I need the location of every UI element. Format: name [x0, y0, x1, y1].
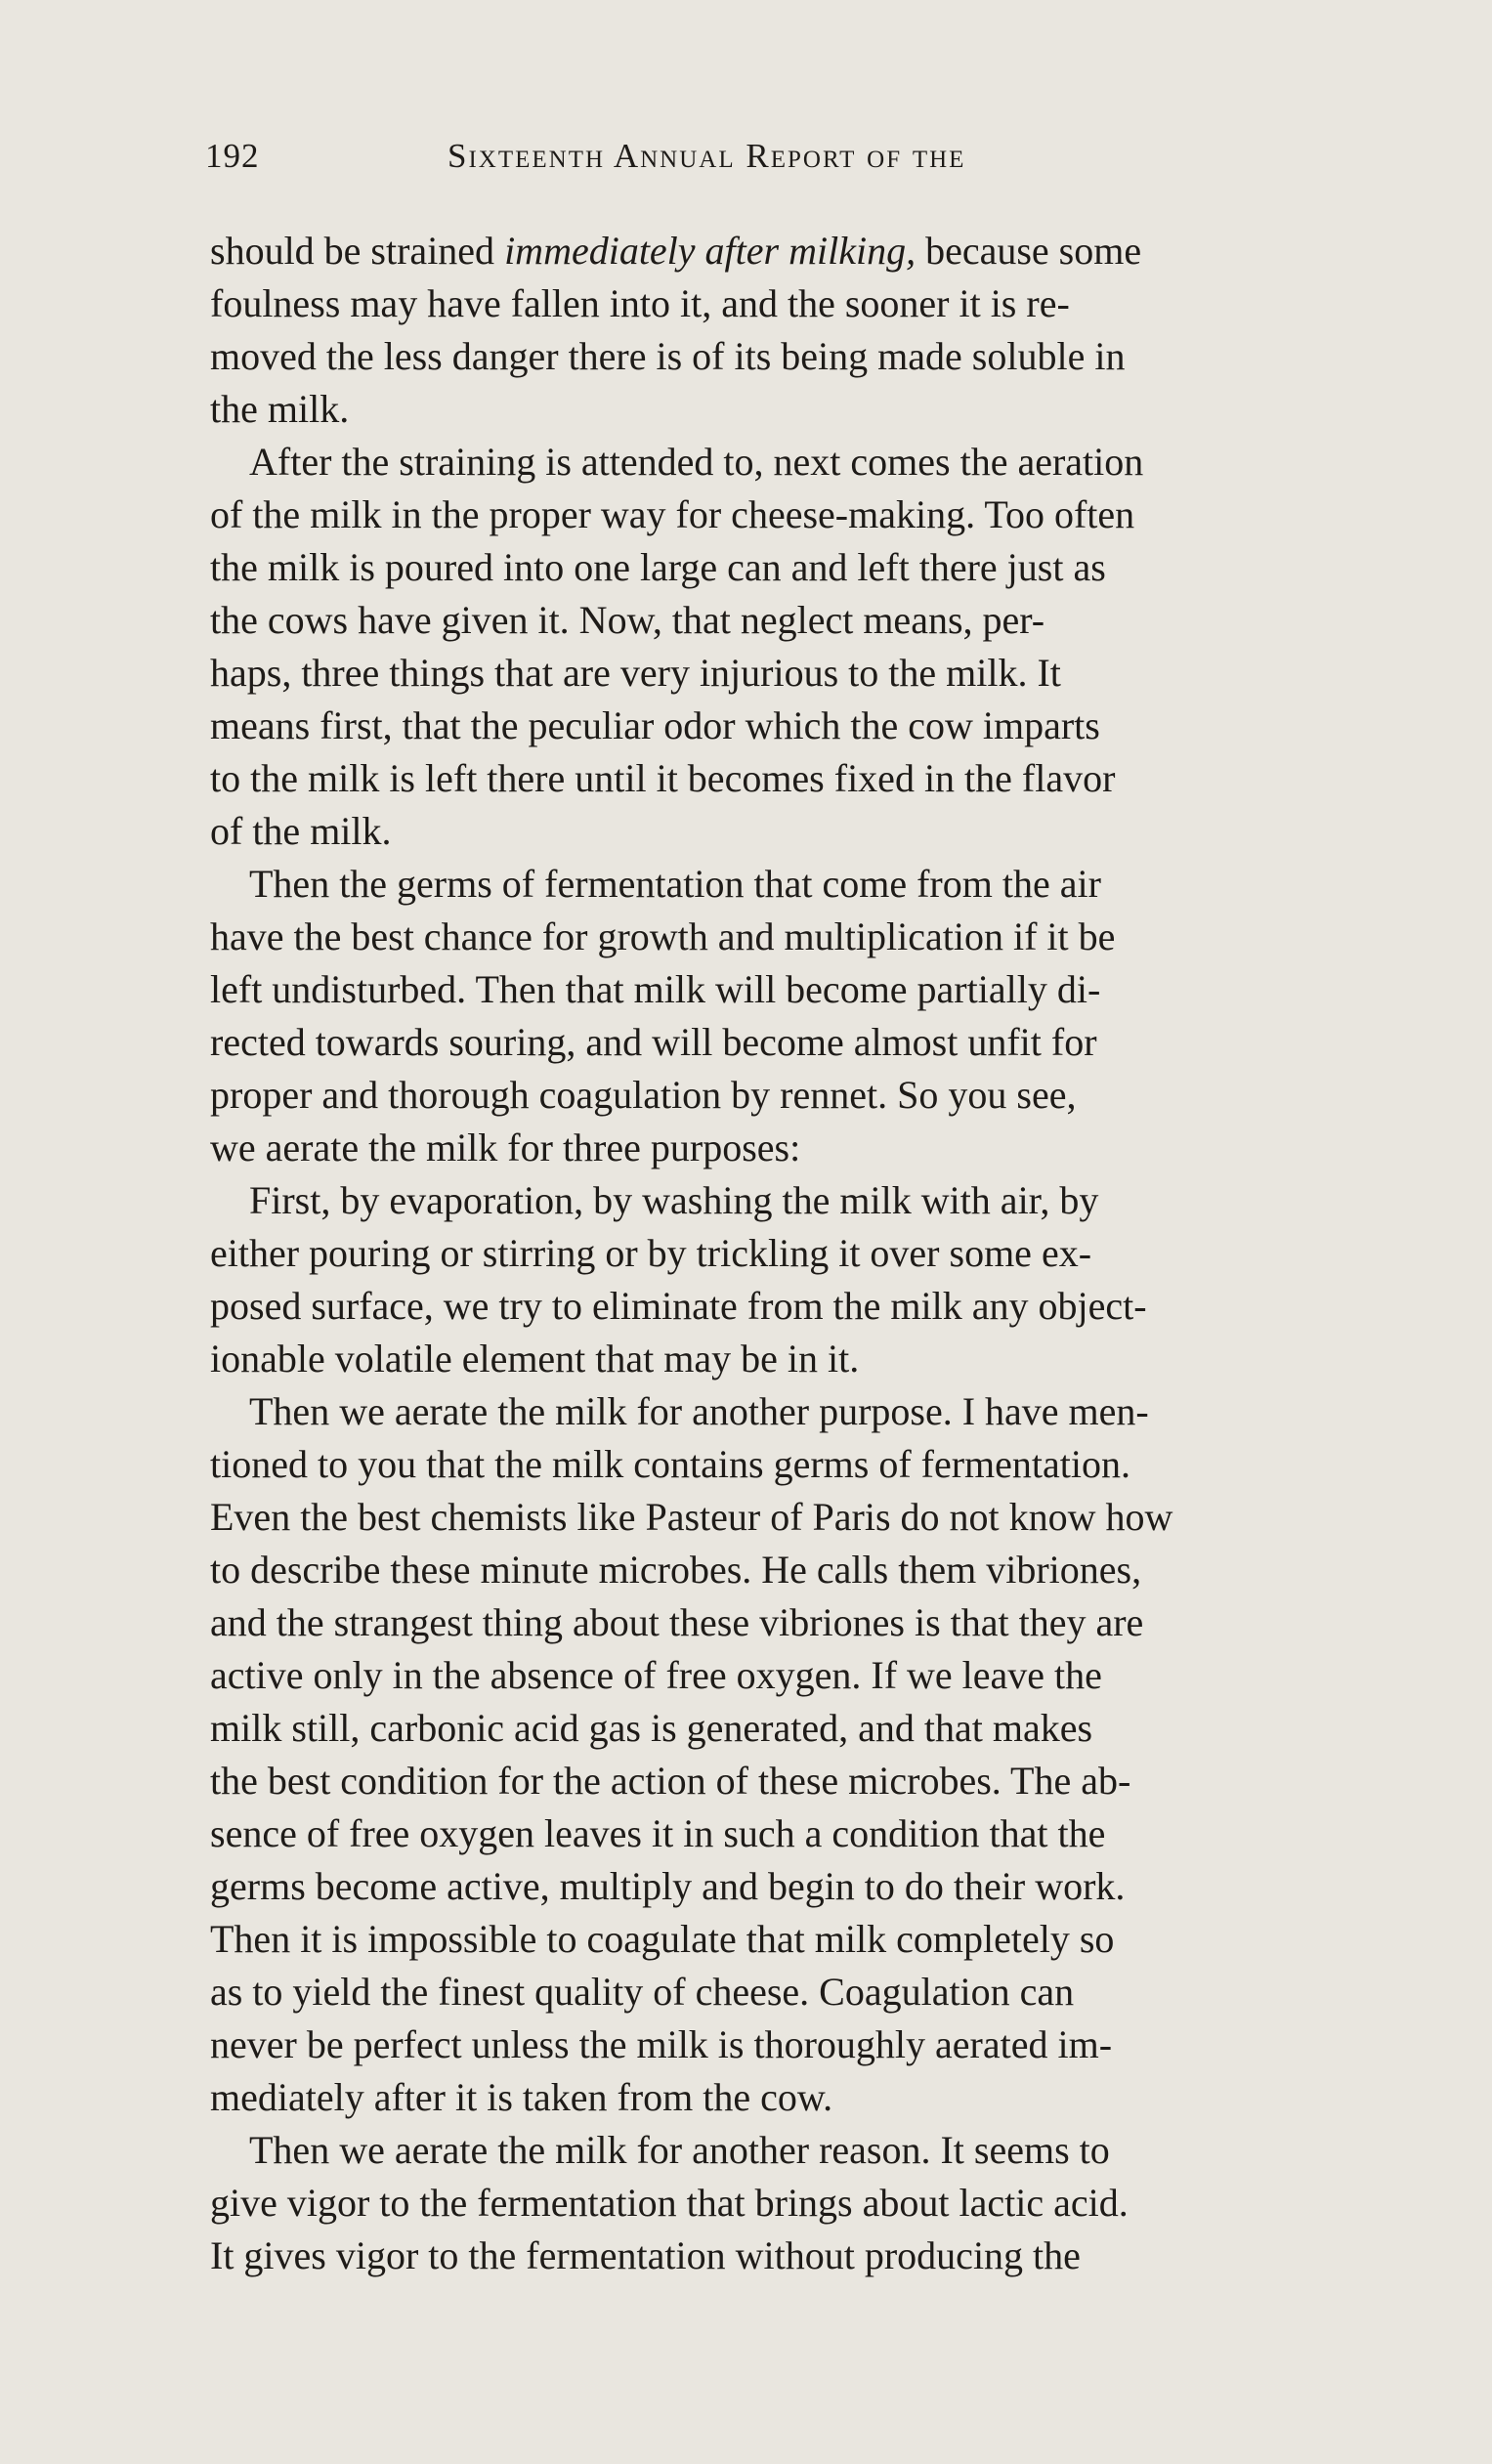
text-line: active only in the absence of free oxygen. If we leave the	[210, 1653, 1102, 1697]
text-line: have the best chance for growth and multiplication if it be	[210, 914, 1116, 958]
italic-phrase: immediately after milking,	[504, 229, 917, 273]
text-line: left undisturbed. Then that milk will become partially di-	[210, 967, 1101, 1011]
text-line: to the milk is left there until it becomes fixed in the flavor	[210, 756, 1116, 800]
text-line: and the strangest thing about these vibriones is that they are	[210, 1600, 1144, 1644]
text-line: mediately after it is taken from the cow.	[210, 2075, 833, 2119]
text-line: ionable volatile element that may be in it.	[210, 1337, 860, 1381]
text-line: as to yield the finest quality of cheese. Coagulation can	[210, 1970, 1075, 2014]
text-line: proper and thorough coagulation by rennet. So you see,	[210, 1073, 1077, 1117]
text-line: the milk.	[210, 387, 350, 431]
text-line: First, by evaporation, by washing the milk with air, by	[249, 1178, 1099, 1222]
text-line: germs become active, multiply and begin to do their work.	[210, 1864, 1126, 1908]
running-head: Sixteenth Annual Report of the	[448, 137, 966, 175]
text-line: moved the less danger there is of its being made soluble in	[210, 334, 1126, 378]
text-line: never be perfect unless the milk is thoroughly aerated im-	[210, 2022, 1113, 2066]
text-line: give vigor to the fermentation that brings about lactic acid.	[210, 2181, 1129, 2225]
text-line: It gives vigor to the fermentation without producing the	[210, 2233, 1081, 2277]
page-header	[205, 129, 1182, 188]
text-line: either pouring or stirring or by trickling it over some ex-	[210, 1231, 1092, 1275]
text-line: of the milk.	[210, 809, 392, 853]
text-line: milk still, carbonic acid gas is generated, and that makes	[210, 1706, 1093, 1750]
text-line: rected towards souring, and will become almost unfit for	[210, 1020, 1097, 1064]
text-line-segment: because some	[916, 229, 1142, 273]
text-line: Then we aerate the milk for another purpose. I have men-	[249, 1389, 1149, 1433]
text-line: the milk is poured into one large can and left there just as	[210, 545, 1106, 589]
text-line: we aerate the milk for three purposes:	[210, 1126, 801, 1169]
text-line: of the milk in the proper way for cheese-making. Too often	[210, 492, 1135, 536]
body-text	[210, 225, 1412, 2282]
text-line: to describe these minute microbes. He calls them vibriones,	[210, 1548, 1142, 1592]
text-line: means first, that the peculiar odor which the cow imparts	[210, 703, 1100, 747]
text-line: the cows have given it. Now, that neglect means, per-	[210, 598, 1045, 642]
text-line: Then the germs of fermentation that come from the air	[249, 862, 1101, 906]
text-line: Then it is impossible to coagulate that milk completely so	[210, 1917, 1115, 1961]
text-line: the best condition for the action of these microbes. The ab-	[210, 1759, 1131, 1803]
text-line: posed surface, we try to eliminate from the milk any object-	[210, 1284, 1147, 1328]
text-line: tioned to you that the milk contains germs of fermentation.	[210, 1442, 1131, 1486]
text-line	[210, 225, 1412, 277]
page-number: 192	[205, 137, 260, 175]
text-line: foulness may have fallen into it, and the sooner it is re-	[210, 281, 1070, 325]
text-line: haps, three things that are very injurious to the milk. It	[210, 651, 1061, 695]
text-line: Even the best chemists like Pasteur of Paris do not know how	[210, 1495, 1173, 1539]
text-line: sence of free oxygen leaves it in such a condition that the	[210, 1811, 1106, 1855]
text-line-segment: should be strained	[210, 229, 505, 273]
text-line: Then we aerate the milk for another reason. It seems to	[249, 2128, 1110, 2172]
text-line: After the straining is attended to, next comes the aeration	[249, 440, 1144, 484]
